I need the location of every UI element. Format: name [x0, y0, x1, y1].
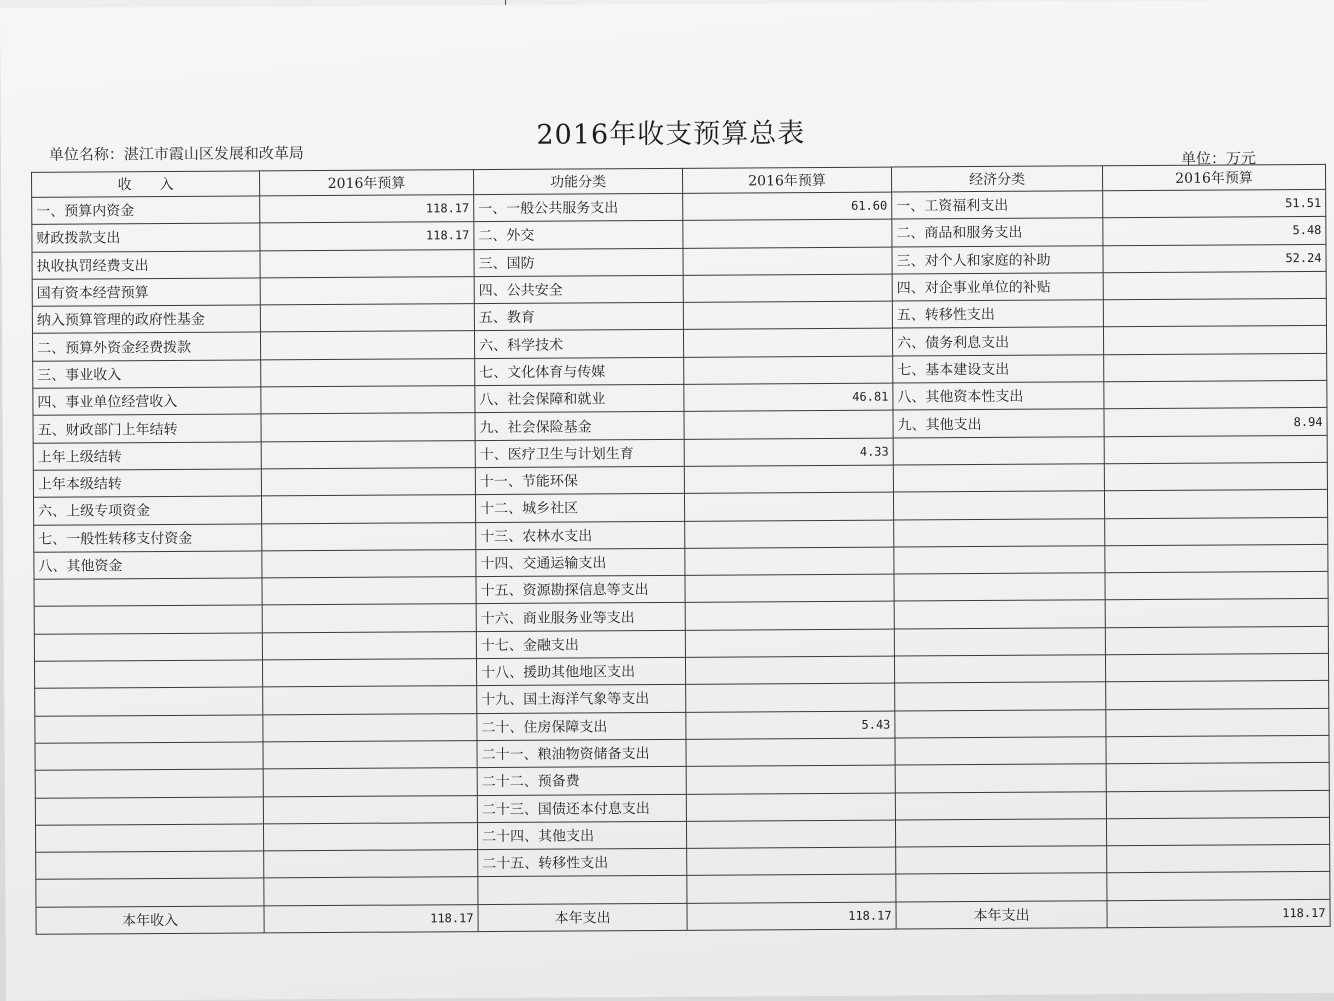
econ-amount-cell — [1106, 708, 1329, 737]
func-cell: 十二、城乡社区 — [475, 494, 684, 523]
total-econ-label: 本年支出 — [896, 900, 1107, 929]
total-econ-amount: 118.17 — [1107, 899, 1330, 928]
income-cell — [35, 715, 263, 744]
income-cell — [35, 742, 263, 771]
income-cell: 二、预算外资金经费拨款 — [32, 332, 260, 361]
func-amount-cell — [685, 547, 894, 576]
func-cell: 六、科学技术 — [474, 330, 683, 359]
income-cell: 三、事业收入 — [33, 360, 261, 389]
income-amount-cell — [261, 440, 475, 469]
econ-cell — [896, 846, 1107, 875]
organization-name: 单位名称：湛江市霞山区发展和改革局 — [48, 144, 304, 164]
econ-amount-cell — [1106, 681, 1329, 710]
income-amount-cell — [263, 686, 477, 715]
econ-cell: 九、其他支出 — [893, 409, 1104, 438]
econ-cell — [894, 518, 1105, 547]
func-cell: 五、教育 — [474, 303, 683, 332]
func-cell: 九、社会保险基金 — [475, 412, 684, 441]
econ-cell — [894, 655, 1105, 684]
func-cell: 三、国防 — [474, 248, 683, 277]
func-cell: 一、一般公共服务支出 — [474, 193, 683, 222]
func-amount-cell — [686, 793, 895, 822]
func-amount-cell — [684, 410, 893, 439]
header-econ: 经济分类 — [891, 166, 1102, 192]
header-income: 收 入 — [32, 171, 260, 197]
func-amount-cell: 46.81 — [684, 383, 893, 412]
func-cell: 二十二、预备费 — [477, 767, 686, 796]
econ-amount-cell — [1104, 353, 1327, 382]
func-cell: 二、外交 — [474, 221, 683, 250]
econ-cell — [894, 600, 1105, 629]
income-amount-cell — [264, 850, 478, 879]
econ-amount-cell — [1105, 599, 1328, 628]
total-income-label: 本年收入 — [36, 906, 264, 935]
func-cell: 十、医疗卫生与计划生育 — [475, 439, 684, 468]
econ-cell — [893, 464, 1104, 493]
header-econ-budget: 2016年预算 — [1102, 164, 1325, 190]
func-amount-cell: 61.60 — [683, 192, 892, 221]
income-cell: 纳入预算管理的政府性基金 — [32, 305, 260, 334]
income-cell: 六、上级专项资金 — [33, 496, 261, 525]
econ-amount-cell — [1104, 435, 1327, 464]
econ-cell — [894, 628, 1105, 657]
income-cell: 四、事业单位经营收入 — [33, 387, 261, 416]
econ-cell: 三、对个人和家庭的补助 — [892, 245, 1103, 274]
econ-amount-cell — [1106, 817, 1329, 846]
econ-amount-cell — [1105, 544, 1328, 573]
income-amount-cell — [262, 522, 476, 551]
func-amount-cell: 4.33 — [684, 438, 893, 467]
unit-label: 单位：万元 — [1180, 149, 1257, 168]
income-amount-cell — [260, 304, 474, 333]
econ-cell: 四、对企事业单位的补贴 — [892, 273, 1103, 302]
income-amount-cell — [262, 577, 476, 606]
income-cell — [34, 578, 262, 607]
func-cell: 十七、金融支出 — [476, 630, 685, 659]
econ-cell: 六、债务利息支出 — [892, 327, 1103, 356]
header-income-budget: 2016年预算 — [260, 170, 474, 196]
income-cell — [34, 605, 262, 634]
func-cell: 十一、节能环保 — [475, 466, 684, 495]
econ-amount-cell — [1107, 872, 1330, 901]
func-amount-cell — [686, 738, 895, 767]
func-amount-cell — [685, 602, 894, 631]
income-cell — [36, 851, 264, 880]
income-amount-cell — [264, 877, 478, 906]
income-cell — [35, 769, 263, 798]
income-amount-cell — [263, 768, 477, 797]
func-amount-cell — [685, 520, 894, 549]
econ-cell — [895, 709, 1106, 738]
income-amount-cell — [263, 713, 477, 742]
func-cell: 二十、住房保障支出 — [477, 712, 686, 741]
page-title: 2016年收支预算总表 — [536, 118, 806, 151]
econ-cell — [895, 764, 1106, 793]
income-amount-cell — [261, 358, 475, 387]
func-cell: 十八、援助其他地区支出 — [476, 657, 685, 686]
income-cell: 执收执罚经费支出 — [32, 251, 260, 280]
econ-cell — [893, 436, 1104, 465]
func-amount-cell — [687, 847, 896, 876]
econ-cell: 八、其他资本性支出 — [893, 382, 1104, 411]
func-amount-cell — [683, 274, 892, 303]
func-amount-cell — [683, 329, 892, 358]
income-cell: 七、一般性转移支付资金 — [34, 523, 262, 552]
func-cell: 二十五、转移性支出 — [478, 848, 687, 877]
income-cell: 上年本级结转 — [33, 469, 261, 498]
func-amount-cell — [683, 219, 892, 248]
income-cell: 八、其他资金 — [34, 551, 262, 580]
income-amount-cell — [261, 468, 475, 497]
econ-amount-cell: 51.51 — [1103, 189, 1326, 218]
income-cell — [35, 687, 263, 716]
func-cell: 十三、农林水支出 — [476, 521, 685, 550]
func-amount-cell — [684, 465, 893, 494]
econ-amount-cell — [1104, 380, 1327, 409]
func-cell: 十五、资源勘探信息等支出 — [476, 575, 685, 604]
total-func-label: 本年支出 — [478, 903, 687, 932]
income-cell: 一、预算内资金 — [32, 196, 260, 225]
econ-cell: 二、商品和服务支出 — [892, 218, 1103, 247]
income-amount-cell — [261, 495, 475, 524]
income-amount-cell — [262, 604, 476, 633]
income-cell: 国有资本经营预算 — [32, 278, 260, 307]
income-amount-cell — [260, 276, 474, 305]
income-cell — [35, 824, 263, 853]
func-cell: 二十四、其他支出 — [477, 821, 686, 850]
func-amount-cell — [684, 492, 893, 521]
econ-cell — [894, 573, 1105, 602]
econ-cell: 一、工资福利支出 — [892, 191, 1103, 220]
func-cell: 十四、交通运输支出 — [476, 548, 685, 577]
func-cell: 四、公共安全 — [474, 275, 683, 304]
econ-amount-cell — [1105, 572, 1328, 601]
econ-amount-cell — [1107, 845, 1330, 874]
func-amount-cell — [685, 656, 894, 685]
econ-cell: 七、基本建设支出 — [893, 355, 1104, 384]
econ-amount-cell — [1106, 735, 1329, 764]
income-amount-cell — [262, 659, 476, 688]
income-amount-cell — [261, 386, 475, 415]
econ-amount-cell — [1106, 763, 1329, 792]
func-amount-cell — [686, 683, 895, 712]
econ-cell — [896, 873, 1107, 902]
income-cell — [34, 660, 262, 689]
econ-cell — [895, 791, 1106, 820]
income-amount-cell — [260, 331, 474, 360]
econ-amount-cell — [1103, 271, 1326, 300]
func-amount-cell — [686, 820, 895, 849]
econ-amount-cell — [1105, 626, 1328, 655]
func-cell: 十九、国土海洋气象等支出 — [477, 685, 686, 714]
func-cell: 八、社会保障和就业 — [475, 384, 684, 413]
income-amount-cell: 118.17 — [260, 222, 474, 251]
total-income-amount: 118.17 — [264, 904, 478, 933]
budget-table — [31, 164, 1331, 935]
econ-amount-cell: 8.94 — [1104, 408, 1327, 437]
func-amount-cell: 5.43 — [686, 711, 895, 740]
func-amount-cell — [683, 247, 892, 276]
income-amount-cell — [263, 822, 477, 851]
header-func: 功能分类 — [473, 168, 682, 194]
income-cell — [36, 878, 264, 907]
func-cell: 七、文化体育与传媒 — [475, 357, 684, 386]
income-cell: 财政拨款支出 — [32, 223, 260, 252]
income-amount-cell — [261, 413, 475, 442]
econ-cell — [895, 737, 1106, 766]
econ-amount-cell — [1105, 517, 1328, 546]
econ-amount-cell — [1104, 490, 1327, 519]
total-func-amount: 118.17 — [687, 902, 896, 931]
income-cell: 五、财政部门上年结转 — [33, 414, 261, 443]
func-cell: 二十一、粮油物资储备支出 — [477, 739, 686, 768]
income-cell: 上年上级结转 — [33, 442, 261, 471]
econ-amount-cell: 5.48 — [1103, 217, 1326, 246]
econ-amount-cell — [1104, 462, 1327, 491]
income-cell — [35, 796, 263, 825]
income-amount-cell — [262, 549, 476, 578]
econ-amount-cell: 52.24 — [1103, 244, 1326, 273]
func-amount-cell — [686, 765, 895, 794]
func-cell — [478, 876, 687, 905]
func-amount-cell — [687, 874, 896, 903]
econ-cell — [894, 546, 1105, 575]
econ-cell — [895, 819, 1106, 848]
econ-amount-cell — [1103, 326, 1326, 355]
income-amount-cell — [262, 631, 476, 660]
header-func-budget: 2016年预算 — [682, 167, 891, 193]
income-amount-cell — [263, 795, 477, 824]
econ-amount-cell — [1106, 790, 1329, 819]
income-amount-cell — [263, 741, 477, 770]
econ-cell — [893, 491, 1104, 520]
func-amount-cell — [685, 629, 894, 658]
func-amount-cell — [684, 356, 893, 385]
econ-cell — [895, 682, 1106, 711]
econ-cell: 五、转移性支出 — [892, 300, 1103, 329]
income-cell — [34, 633, 262, 662]
income-amount-cell: 118.17 — [260, 195, 474, 224]
func-amount-cell — [685, 574, 894, 603]
econ-amount-cell — [1105, 653, 1328, 682]
func-cell: 二十三、国债还本付息支出 — [477, 794, 686, 823]
func-amount-cell — [683, 301, 892, 330]
econ-amount-cell — [1103, 299, 1326, 328]
income-amount-cell — [260, 249, 474, 278]
func-cell: 十六、商业服务业等支出 — [476, 603, 685, 632]
